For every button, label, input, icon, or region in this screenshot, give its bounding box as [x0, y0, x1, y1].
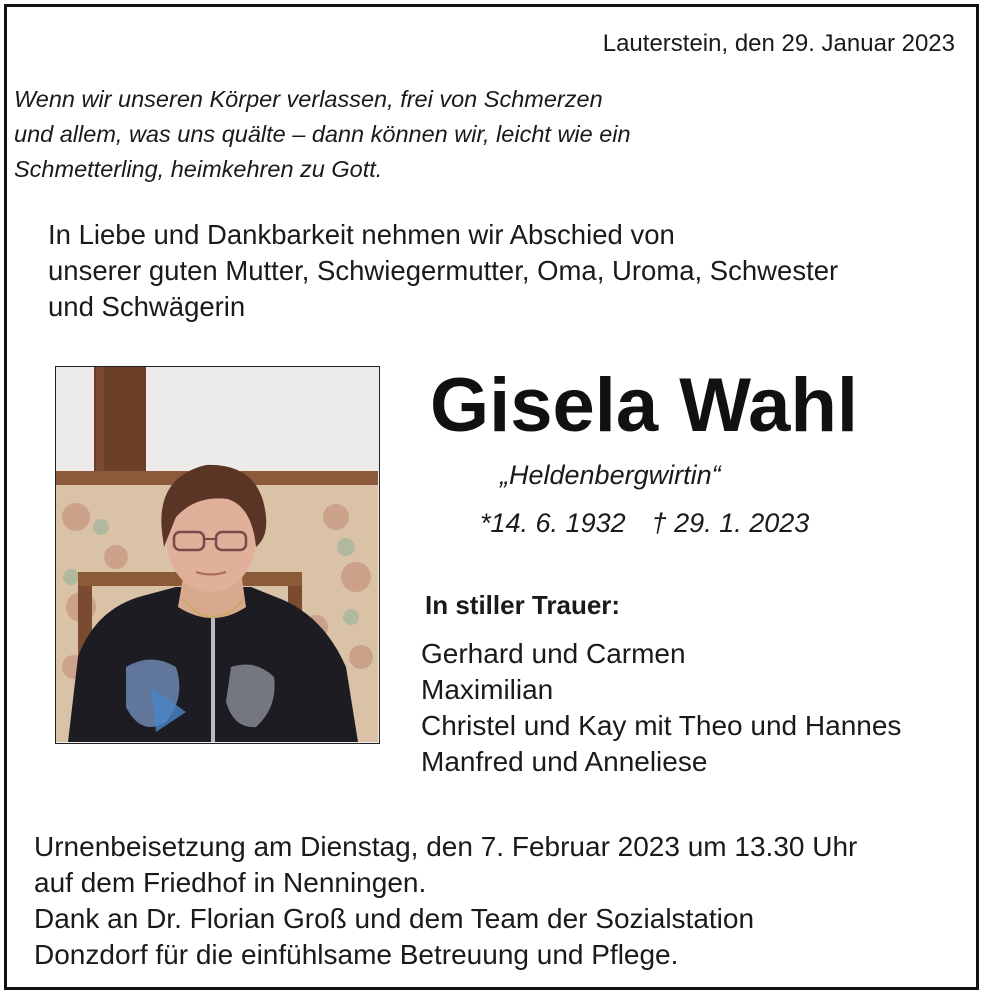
deceased-nickname: „Heldenbergwirtin“	[500, 460, 721, 490]
mourner-entry: Gerhard und Carmen	[421, 638, 686, 669]
deceased-name: Gisela Wahl	[430, 363, 858, 448]
mourners-list	[421, 636, 901, 780]
quote-line: und allem, was uns quälte – dann können wir, leicht wie ein	[14, 121, 631, 147]
intro-line: unserer guten Mutter, Schwiegermutter, Oma, Uroma, Schwester	[48, 255, 839, 286]
opening-quote	[14, 82, 631, 187]
place-and-date: Lauterstein, den 29. Januar 2023	[602, 30, 955, 57]
footer-line: auf dem Friedhof in Nenningen.	[34, 867, 427, 898]
intro-line: und Schwägerin	[48, 291, 246, 322]
mourning-heading: In stiller Trauer:	[425, 590, 621, 620]
farewell-intro	[48, 217, 838, 325]
quote-line: Schmetterling, heimkehren zu Gott.	[14, 156, 383, 182]
footer-line: Urnenbeisetzung am Dienstag, den 7. Februar 2023 um 13.30 Uhr	[34, 831, 858, 862]
mourner-entry: Maximilian	[421, 674, 554, 705]
mourner-entry: Manfred und Anneliese	[421, 746, 708, 777]
life-dates	[480, 508, 809, 539]
birth-date: *14. 6. 1932	[480, 508, 626, 538]
death-date: † 29. 1. 2023	[651, 508, 810, 538]
footer-line: Dank an Dr. Florian Groß und dem Team der Sozialstation	[34, 903, 755, 934]
footer-line: Donzdorf für die einfühlsame Betreuung und Pflege.	[34, 939, 679, 970]
funeral-details	[34, 829, 857, 973]
quote-line: Wenn wir unseren Körper verlassen, frei von Schmerzen	[14, 86, 603, 112]
portrait-photo	[55, 366, 380, 744]
mourner-entry: Christel und Kay mit Theo und Hannes	[421, 710, 902, 741]
intro-line: In Liebe und Dankbarkeit nehmen wir Abschied von	[48, 219, 675, 250]
